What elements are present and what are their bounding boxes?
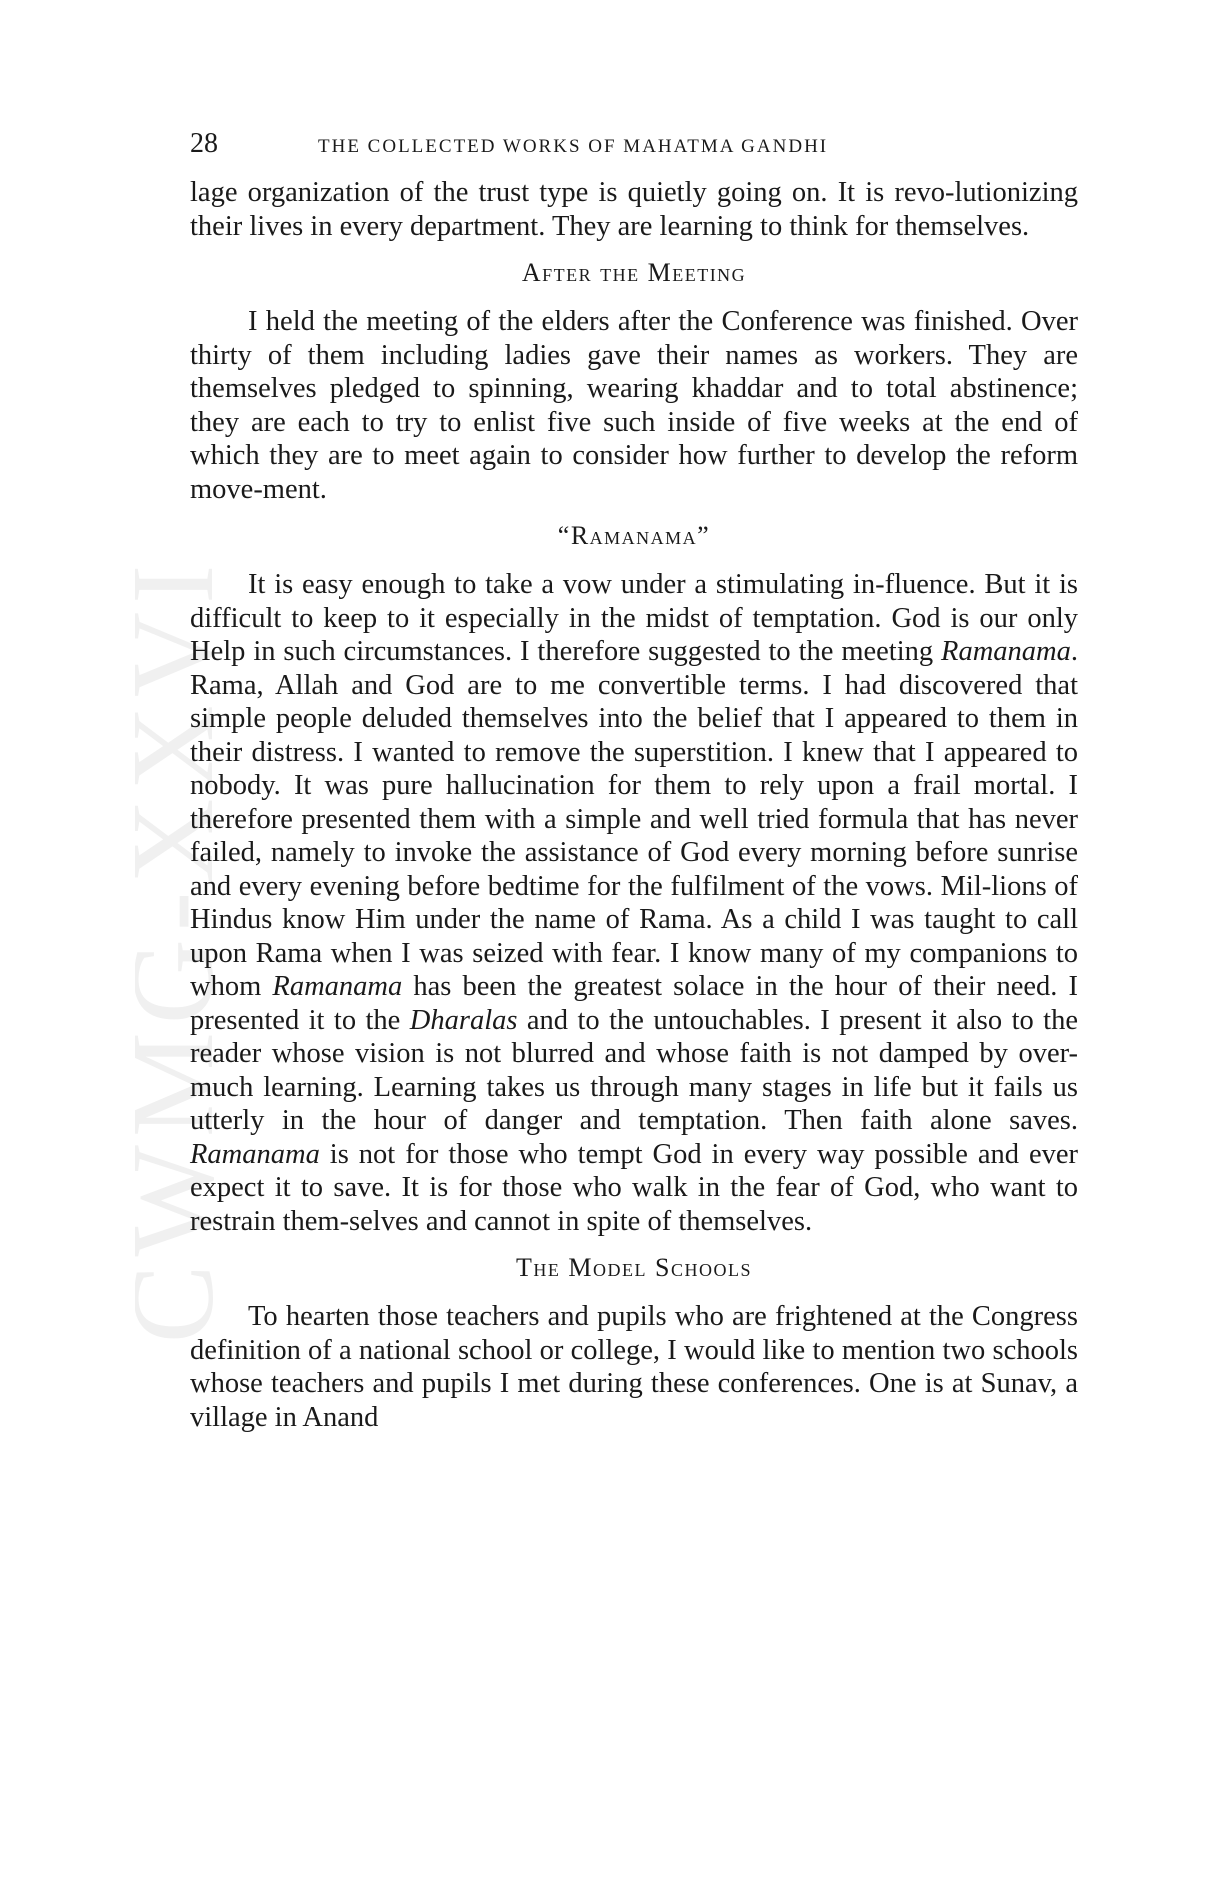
paragraph-continued: lage organization of the trust type is quietly going on. It is revo-lutionizing their lives in every department. They are learning to think for themselves. [190, 177, 1078, 242]
section-heading-model-schools: The Model Schools [516, 1253, 752, 1282]
section-heading-ramanama: “Ramanama” [557, 521, 711, 550]
italic-term: Ramanama [190, 1138, 320, 1170]
watermark-text: CWMG-XXVI [135, 556, 235, 1344]
text-run: It is easy enough to take a vow under a stimulating in-fluence. But it is difficult to keep to it especially in the midst of temptation. God is our only Help in such circumstances. I therefore suggested to the meeting [190, 569, 1078, 667]
italic-term: Ramanama [272, 971, 403, 1002]
text-run: . Rama, Allah and God are to me convertible terms. I had discovered that simple people deluded themselves into the belief that I appeared to them in their distress. I wanted to remove the superstition. I knew that I appeared to nobody. It was pure hallucination for them to rely upon a frail mortal. I therefore presented them with a simple and well tried formula that has never failed, namely to invoke the assistance of God every morning before sunrise and every evening before bedtime for the fulfilment of the vows. Mil-lions of Hindus know Him under the name of Rama. As a child I was taught to call upon Rama when I was seized with fear. I know many of my companions to whom [190, 636, 1078, 1002]
page-number: 28 [190, 128, 218, 159]
italic-term: Ramanama [941, 636, 1071, 667]
text-run: and to the untouchables. I present it also to the reader whose vision is not blurred and whose faith is not damped by over-much learning. Learning takes us through many stages in life but it fails us utterly in the hour of danger and temptation. Then faith alone saves. [190, 1004, 1078, 1136]
page [190, 128, 1078, 1434]
page-header [190, 128, 1078, 168]
running-head: THE COLLECTED WORKS OF MAHATMA GANDHI [318, 136, 829, 157]
paragraph-after-the-meeting: I held the meeting of the elders after the Conference was finished. Over thirty of them including ladies gave their names as workers. They are themselves pledged to spinning, wearing khaddar and to total abstinence; they are each to try to enlist five such inside of five weeks at the end of which they are to meet again to consider how further to develop the reform move-ment. [190, 306, 1078, 505]
text-run: has been the greatest solace in the hour of their need. I presented it to the [190, 971, 1079, 1036]
paragraph-ramanama [190, 568, 1078, 1238]
text-run: is not for those who tempt God in every way possible and ever expect it to save. It is for those who walk in the fear of God, who want to restrain them-selves and cannot in spite of themselves. [190, 1138, 1078, 1237]
section-heading-after-the-meeting: After the Meeting [521, 258, 747, 287]
italic-term: Dharalas [409, 1004, 518, 1036]
paragraph-model-schools: To hearten those teachers and pupils who are frightened at the Congress definition of a national school or college, I would like to mention two schools whose teachers and pupils I met during these conferences. One is at Sunav, a village in Anand [190, 1301, 1078, 1433]
